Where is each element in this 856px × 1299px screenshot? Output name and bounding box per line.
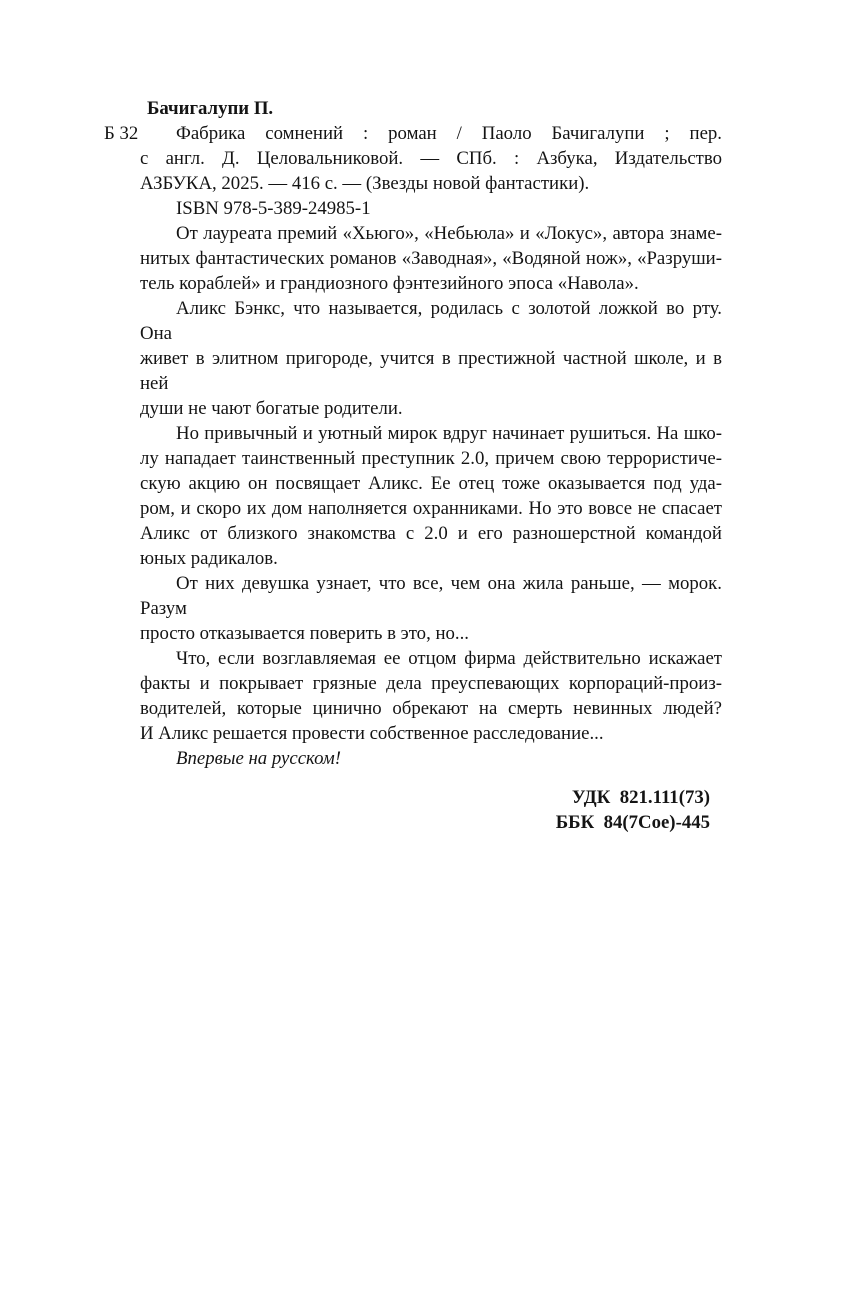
text-line: Но привычный и уютный мирок вдруг начинает рушиться. На шко-	[176, 423, 722, 444]
text-line: тель кораблей» и грандиозного фэнтезийного эпоса «Навола».	[140, 273, 639, 294]
text-line: души не чают богатые родители.	[140, 398, 403, 419]
udk-code: УДК 821.111(73)	[571, 787, 710, 808]
first-russian-note: Впервые на русском!	[176, 748, 342, 769]
annotation-paragraph	[140, 421, 722, 571]
text-line: Фабрика сомнений : роман / Паоло Бачигалупи ; пер.	[176, 123, 722, 144]
text-line: факты и покрывает грязные дела преуспевающих корпораций-произ-	[140, 673, 722, 694]
text-line: Аликс от близкого знакомства с 2.0 и его разношерстной командой	[140, 523, 722, 544]
isbn-line: ISBN 978-5-389-24985-1	[176, 198, 371, 219]
text-line: От лауреата премий «Хьюго», «Небьюла» и «Локус», автора знаме-	[176, 223, 722, 244]
text-line: Аликс Бэнкс, что называется, родилась с золотой ложкой во рту. Она	[140, 298, 722, 344]
text-line: ром, и скоро их дом наполняется охранниками. Но это вовсе не спасает	[140, 498, 722, 519]
text-line: скую акцию он посвящает Аликс. Ее отец тоже оказывается под уда-	[140, 473, 722, 494]
text-block	[104, 96, 722, 835]
annotation	[140, 221, 722, 746]
text-line: И Аликс решается провести собственное расследование...	[140, 723, 604, 744]
annotation-paragraph	[140, 571, 722, 646]
text-line: Что, если возглавляемая ее отцом фирма действительно искажает	[176, 648, 722, 669]
text-line: От них девушка узнает, что все, чем она жила раньше, — морок. Разум	[140, 573, 722, 619]
text-line: лу нападает таинственный преступник 2.0, причем свою террористиче-	[140, 448, 722, 469]
text-line: юных радикалов.	[140, 548, 278, 569]
text-line: АЗБУКА, 2025. — 416 с. — (Звезды новой фантастики).	[140, 173, 590, 194]
classification-index: Б 32	[104, 123, 139, 144]
text-line: нитых фантастических романов «Заводная», «Водяной нож», «Разруши-	[140, 248, 722, 269]
text-line: водителей, которые цинично обрекают на смерть невинных людей?	[140, 698, 722, 719]
annotation-paragraph	[140, 296, 722, 421]
text-line: просто отказывается поверить в это, но...	[140, 623, 469, 644]
bibliographic-record	[104, 121, 722, 196]
text-line: с англ. Д. Целовальниковой. — СПб. : Азбука, Издательство	[140, 148, 722, 169]
annotation-paragraph	[140, 646, 722, 746]
author-heading: Бачигалупи П.	[147, 98, 274, 119]
bbk-code: ББК 84(7Сое)-445	[555, 812, 710, 833]
annotation-paragraph	[140, 221, 722, 296]
bib-record-lines	[140, 121, 722, 196]
classification-codes	[140, 785, 722, 835]
text-line: живет в элитном пригороде, учится в престижной частной школе, и в ней	[140, 348, 722, 394]
